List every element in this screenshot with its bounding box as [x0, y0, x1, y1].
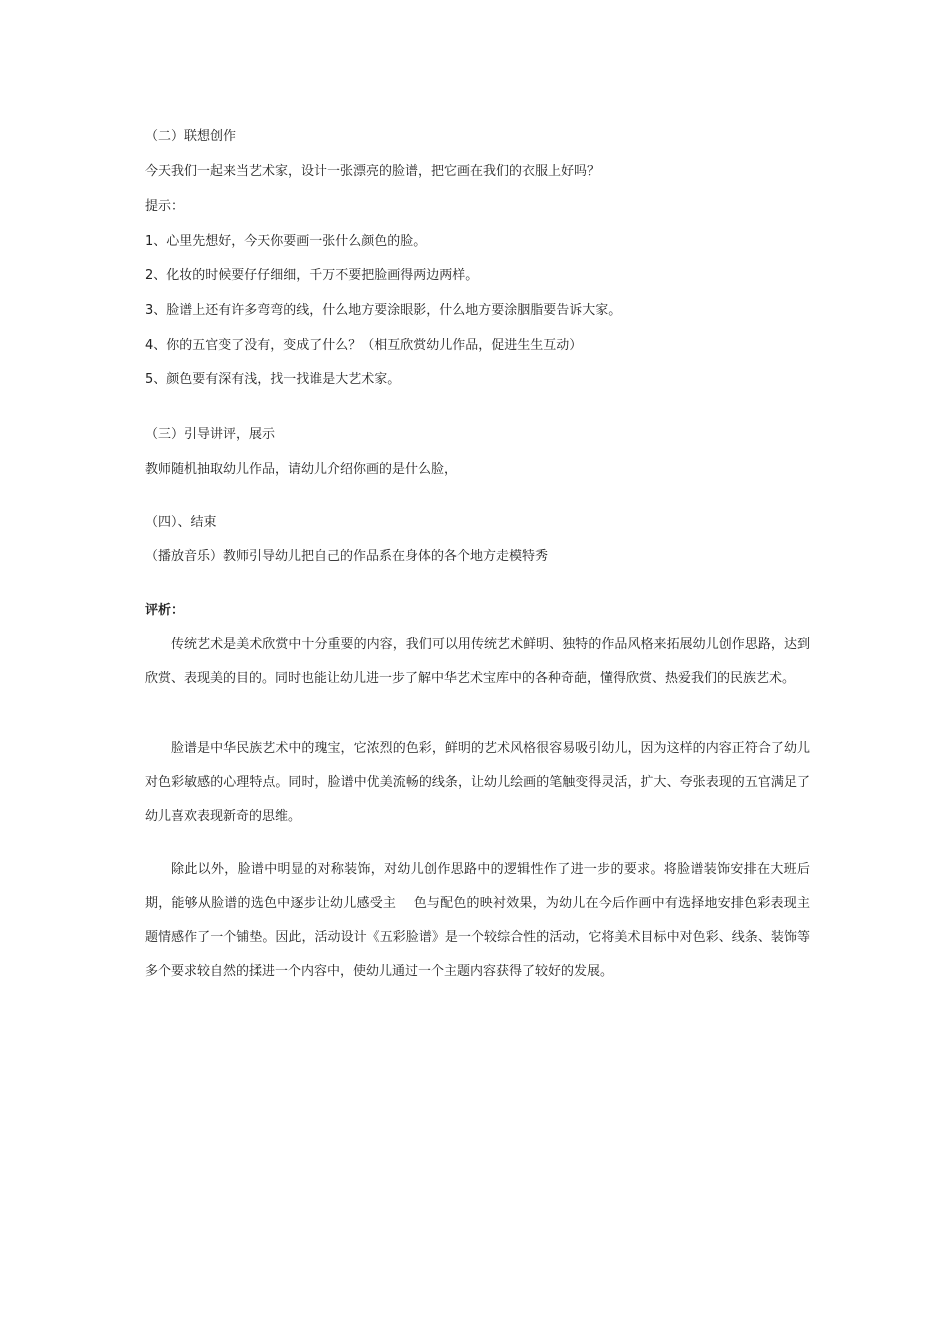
review-label: 评析： [145, 603, 185, 618]
review-paragraph-3: 除此以外，脸谱中明显的对称装饰，对幼儿创作思路中的逻辑性作了进一步的要求。将脸谱装饰安排在大班后期，能够从脸谱的选色中逐步让幼儿感受主 色与配色的映衬效果，为幼儿在今后作画中有选择地安排色彩表现主题情感作了一个铺垫。因此，活动设计《五彩脸谱》是一个较综合性的活动，它将美术目标中对色彩、线条、装饰等多个要求较自然的揉进一个内容中，使幼儿通过一个主题内容获得了较好的发展。 [145, 862, 810, 979]
section-2-intro: 今天我们一起来当艺术家，设计一张漂亮的脸谱，把它画在我们的衣服上好吗？ [145, 164, 601, 179]
section-4-body: （播放音乐）教师引导幼儿把自己的作品系在身体的各个地方走模特秀 [145, 549, 549, 564]
section-4-heading: （四）、结束 [145, 515, 217, 530]
tip-item-3: 3、脸谱上还有许多弯弯的线，什么地方要涂眼影，什么地方要涂胭脂要告诉大家。 [145, 303, 622, 318]
section-3-heading: （三）引导讲评，展示 [145, 427, 276, 442]
section-2-heading: （二）联想创作 [145, 129, 237, 144]
review-paragraph-2: 脸谱是中华民族艺术中的瑰宝，它浓烈的色彩，鲜明的艺术风格很容易吸引幼儿，因为这样的内容正符合了幼儿对色彩敏感的心理特点。同时，脸谱中优美流畅的线条，让幼儿绘画的笔触变得灵活，扩大、夸张表现的五官满足了幼儿喜欢表现新奇的思维。 [145, 741, 810, 824]
tip-item-2: 2、化妆的时候要仔仔细细，千万不要把脸画得两边两样。 [145, 268, 479, 283]
section-3-body: 教师随机抽取幼儿作品，请幼儿介绍你画的是什么脸， [145, 462, 458, 477]
tip-item-5: 5、颜色要有深有浅，找一找谁是大艺术家。 [145, 372, 401, 387]
hint-label: 提示： [145, 199, 185, 214]
tip-item-4: 4、你的五官变了没有，变成了什么？（相互欣赏幼儿作品，促进生生互动） [145, 338, 583, 353]
tip-item-1: 1、心里先想好，今天你要画一张什么颜色的脸。 [145, 234, 427, 249]
review-paragraph-1: 传统艺术是美术欣赏中十分重要的内容，我们可以用传统艺术鲜明、独特的作品风格来拓展幼儿创作思路，达到欣赏、表现美的目的。同时也能让幼儿进一步了解中华艺术宝库中的各种奇葩，懂得欣赏、热爱我们的民族艺术。 [145, 637, 810, 686]
